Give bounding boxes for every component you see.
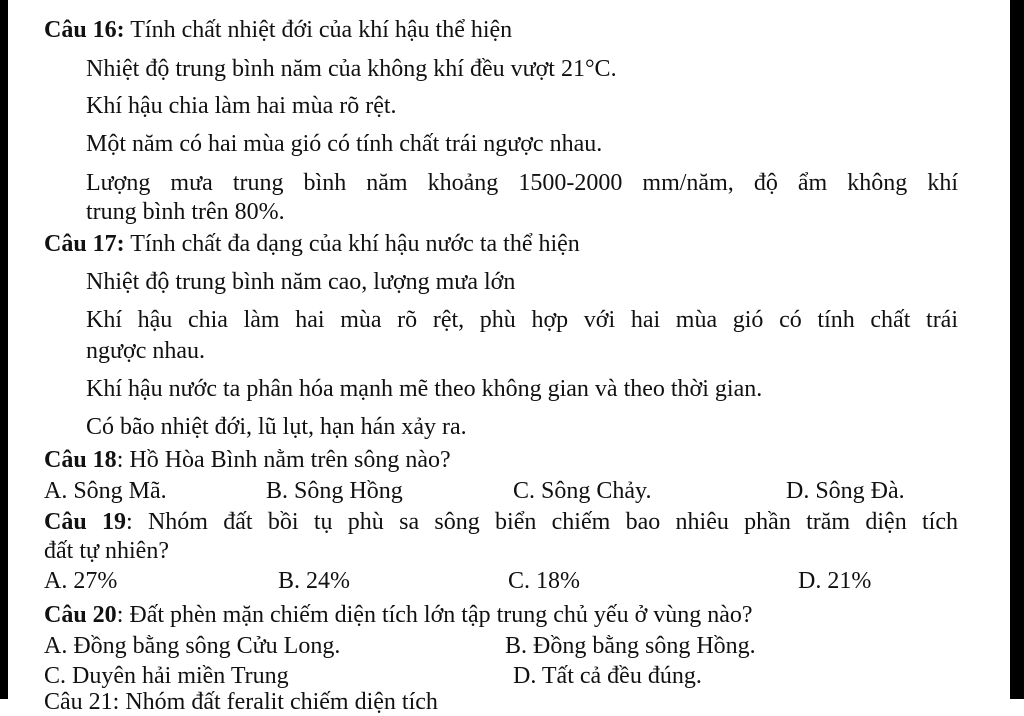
question-17-option-1: Nhiệt độ trung bình năm cao, lượng mưa lớn bbox=[86, 269, 516, 295]
question-16-stem: Tính chất nhiệt đới của khí hậu thể hiện bbox=[130, 17, 513, 43]
question-19-stem-line1: : Nhóm đất bồi tụ phù sa sông biển chiếm bao nhiêu phần trăm diện tích bbox=[125, 509, 958, 535]
question-17-stem: Tính chất đa dạng của khí hậu nước ta thể hiện bbox=[130, 231, 580, 257]
question-19-answer-a: A. 27% bbox=[44, 568, 118, 594]
question-18-stem: : Hồ Hòa Bình nằm trên sông nào? bbox=[116, 447, 451, 473]
question-19-answer-d: D. 21% bbox=[798, 568, 872, 594]
question-18-heading bbox=[44, 446, 451, 474]
question-17-heading bbox=[44, 230, 580, 258]
question-16-option-1: Nhiệt độ trung bình năm của không khí đều vượt 21°C. bbox=[86, 56, 617, 82]
question-17-option-2-cont: ngược nhau. bbox=[86, 338, 206, 364]
question-19-answer-b: B. 24% bbox=[278, 568, 350, 594]
question-16-option-2: Khí hậu chia làm hai mùa rõ rệt. bbox=[86, 93, 397, 119]
question-19-label: Câu 19 bbox=[44, 509, 126, 535]
question-19-stem-line2: đất tự nhiên? bbox=[44, 538, 169, 564]
question-17-option-4: Có bão nhiệt đới, lũ lụt, hạn hán xảy ra. bbox=[86, 414, 467, 440]
question-20-answer-a: A. Đồng bằng sông Cửu Long. bbox=[44, 633, 341, 659]
question-18-answer-b: B. Sông Hồng bbox=[266, 478, 403, 504]
question-19-heading bbox=[44, 508, 958, 536]
question-18-answer-d: D. Sông Đà. bbox=[786, 478, 905, 504]
question-20-answer-c: C. Duyên hải miền Trung bbox=[44, 663, 289, 689]
question-18-answer-a: A. Sông Mã. bbox=[44, 478, 167, 504]
question-16-option-4: Lượng mưa trung bình năm khoảng 1500-2000 mm/năm, độ ẩm không khí bbox=[86, 170, 958, 196]
next-question-cut-off bbox=[44, 688, 544, 715]
question-20-stem: : Đất phèn mặn chiếm diện tích lớn tập trung chủ yếu ở vùng nào? bbox=[116, 602, 753, 628]
question-17-label: Câu 17: bbox=[44, 231, 125, 257]
question-20-heading bbox=[44, 601, 753, 629]
question-18-label: Câu 18 bbox=[44, 447, 117, 473]
question-17-option-3: Khí hậu nước ta phân hóa mạnh mẽ theo không gian và theo thời gian. bbox=[86, 376, 763, 402]
question-17-option-2: Khí hậu chia làm hai mùa rõ rệt, phù hợp với hai mùa gió có tính chất trái bbox=[86, 307, 958, 333]
question-19-answer-c: C. 18% bbox=[508, 568, 580, 594]
question-16-label: Câu 16: bbox=[44, 17, 125, 43]
question-20-answer-d: D. Tất cả đều đúng. bbox=[513, 663, 702, 689]
next-question-text: Câu 21: Nhóm đất feralit chiếm diện tích bbox=[44, 689, 438, 715]
question-16-option-3: Một năm có hai mùa gió có tính chất trái ngược nhau. bbox=[86, 131, 603, 157]
question-20-answer-b: B. Đồng bằng sông Hồng. bbox=[505, 633, 756, 659]
question-20-label: Câu 20 bbox=[44, 602, 117, 628]
question-16-option-4-cont: trung bình trên 80%. bbox=[86, 199, 285, 225]
question-16-heading bbox=[44, 16, 512, 44]
question-18-answer-c: C. Sông Chảy. bbox=[513, 478, 652, 504]
